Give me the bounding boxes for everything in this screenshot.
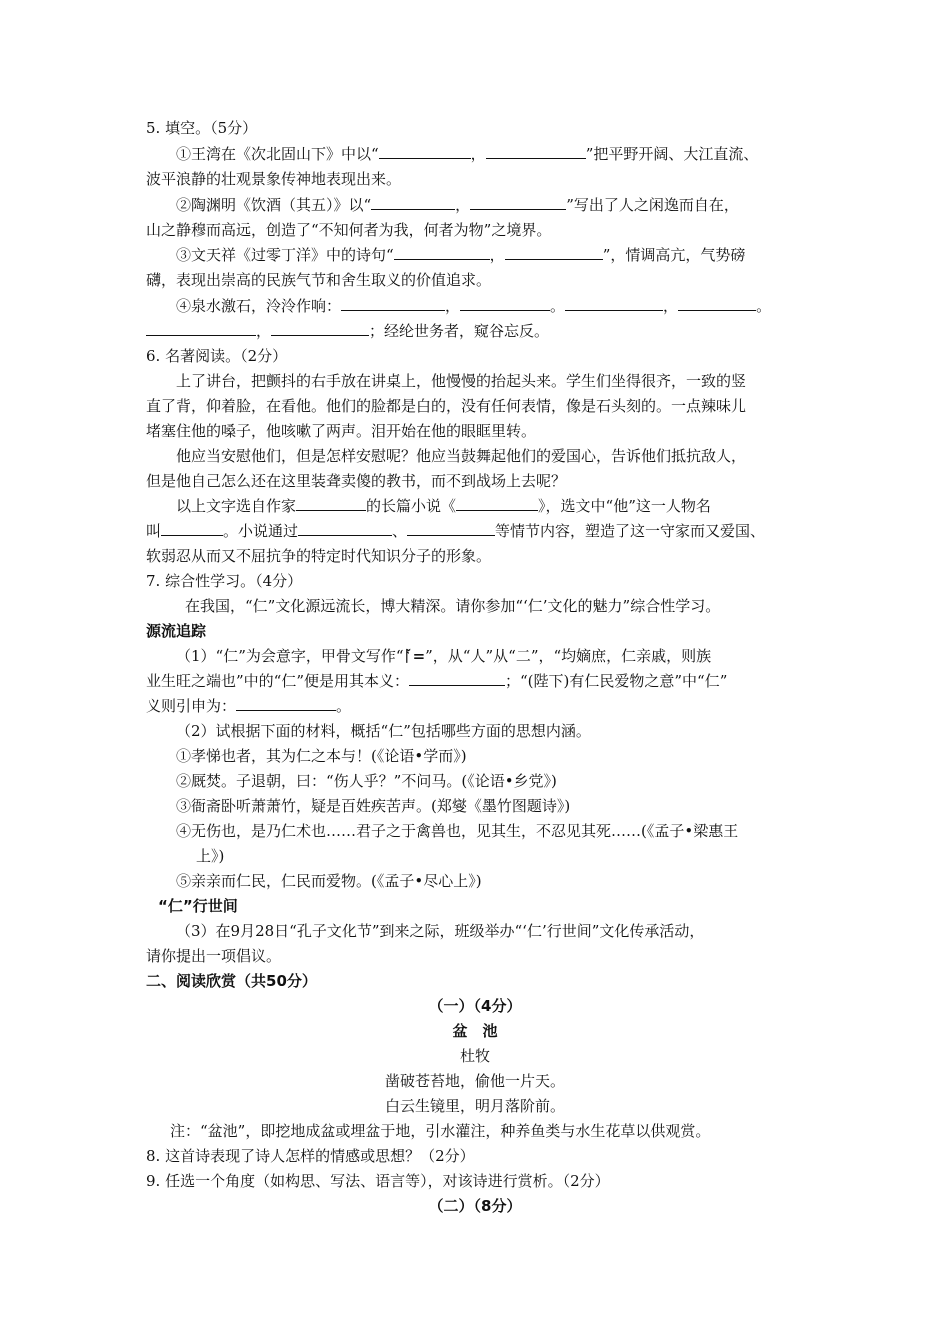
q7-sub3-line2: 请你提出一项倡议。 xyxy=(146,947,282,965)
q5-title: 5. 填空。（5分） xyxy=(146,119,258,137)
q5-line8: ， ；经纶世务者，窥谷忘反。 xyxy=(146,321,549,341)
blank[interactable] xyxy=(565,296,663,311)
q5-line6: 礴，表现出崇高的民族气节和舍生取义的价值追求。 xyxy=(146,271,492,289)
material-item: ⑤亲亲而仁民，仁民而爱物。(《孟子•尽心上》) xyxy=(176,872,482,890)
blank[interactable] xyxy=(296,496,366,511)
blank[interactable] xyxy=(486,144,586,159)
material-item: ②厩焚。子退朝，曰：“伤人乎？”不问马。(《论语•乡党》) xyxy=(176,772,557,790)
section-heading-practice: “仁”行世间 xyxy=(158,897,238,915)
q6-question-line: 以上文字选自作家 的长篇小说《 》，选文中“他”这一人物名 xyxy=(176,497,711,515)
material-item: ③衙斋卧听萧萧竹，疑是百姓疾苦声。(郑燮《墨竹图题诗》) xyxy=(176,797,571,815)
q7-sub1-line2: 业生旺之端也”中的“仁”便是用其本义： ；“(陛下)有仁民爱物之意”中“仁” xyxy=(146,672,728,690)
blank[interactable] xyxy=(236,696,336,711)
q5-line4: 山之静穆而高远，创造了“不知何者为我，何者为物”之境界。 xyxy=(146,221,552,239)
section-title: 二、阅读欣赏（共50分） xyxy=(146,972,317,990)
q5-line5: ③文天祥《过零丁洋》中的诗句“ ， ”，情调高亢，气势磅 xyxy=(176,246,746,264)
q9: 9. 任选一个角度（如构思、写法、语言等），对该诗进行赏析。（2分） xyxy=(146,1172,610,1190)
blank[interactable] xyxy=(505,245,603,260)
blank[interactable] xyxy=(161,521,223,536)
q7-sub1-line1: （1）“仁”为会意字，甲骨文写作“ᚪ=”，从“人”从“二”，“均嫡庶，仁亲戚，则族 xyxy=(176,647,712,665)
blank[interactable] xyxy=(371,195,455,210)
q6-question-line: 叫 。小说通过 、 等情节内容，塑造了这一守家而又爱国、 xyxy=(146,522,766,540)
oracle-bone-glyph: ᚪ= xyxy=(403,647,426,665)
part-one-heading: （一）（4分） xyxy=(428,997,522,1015)
blank[interactable] xyxy=(379,144,471,159)
q8: 8. 这首诗表现了诗人怎样的情感或思想？（2分） xyxy=(146,1147,475,1165)
blank[interactable] xyxy=(407,521,495,536)
q6-excerpt-line: 但是他自己怎么还在这里装聋卖傻的教书，而不到战场上去呢？ xyxy=(146,472,567,490)
part-two-heading: （二）（8分） xyxy=(428,1197,522,1215)
q7-intro: 在我国，“仁”文化源远流长，博大精深。请你参加“‘仁’文化的魅力”综合性学习。 xyxy=(185,597,721,615)
q7-title: 7. 综合性学习。（4分） xyxy=(146,572,303,590)
poem-note: 注：“盆池”，即挖地成盆或埋盆于地，引水灌注，种养鱼类与水生花草以供观赏。 xyxy=(170,1122,711,1140)
blank[interactable] xyxy=(409,671,505,686)
q6-question-line: 软弱忍从而又不屈抗争的特定时代知识分子的形象。 xyxy=(146,547,492,565)
q6-excerpt-line: 上了讲台，把颤抖的右手放在讲桌上，他慢慢的抬起头来。学生们坐得很齐，一致的竖 xyxy=(176,372,747,390)
q6-excerpt-line: 他应当安慰他们，但是怎样安慰呢？他应当鼓舞起他们的爱国心，告诉他们抵抗敌人， xyxy=(176,447,747,465)
q6-excerpt-line: 直了背，仰着脸，在看他。他们的脸都是白的，没有任何表情，像是石头刻的。一点辣味儿 xyxy=(146,397,747,415)
blank[interactable] xyxy=(341,296,445,311)
q5-line1: ①王湾在《次北固山下》中以“ ， ”把平野开阔、大江直流、 xyxy=(176,145,759,163)
blank[interactable] xyxy=(470,195,566,210)
q7-sub2: （2）试根据下面的材料，概括“仁”包括哪些方面的思想内涵。 xyxy=(176,722,591,740)
poem-author: 杜牧 xyxy=(459,1047,490,1065)
q5-line2: 波平浪静的壮观景象传神地表现出来。 xyxy=(146,170,402,188)
material-item-cont: 上》) xyxy=(196,847,225,865)
blank[interactable] xyxy=(678,296,756,311)
material-item: ④无伤也，是乃仁术也……君子之于禽兽也，见其生，不忍见其死……(《孟子•梁惠王 xyxy=(176,822,739,840)
material-item: ①孝悌也者，其为仁之本与！(《论语•学而》) xyxy=(176,747,467,765)
q6-title: 6. 名著阅读。（2分） xyxy=(146,347,288,365)
poem-title: 盆 池 xyxy=(452,1022,498,1040)
blank[interactable] xyxy=(394,245,490,260)
blank[interactable] xyxy=(298,521,392,536)
section-heading-origins: 源流追踪 xyxy=(146,622,207,640)
blank[interactable] xyxy=(460,296,550,311)
blank[interactable] xyxy=(456,496,538,511)
blank[interactable] xyxy=(271,321,369,336)
q7-sub1-line3: 义则引申为： 。 xyxy=(146,697,352,715)
q7-sub3-line1: （3）在9月28日“孔子文化节”到来之际，班级举办“‘仁’行世间”文化传承活动， xyxy=(176,922,705,940)
q6-excerpt-line: 堵塞住他的嗓子，他咳嗽了两声。泪开始在他的眼眶里转。 xyxy=(146,422,537,440)
q5-line7: ④泉水激石，泠泠作响： ， 。 ， 。 xyxy=(176,297,772,315)
q5-line3: ②陶渊明《饮酒（其五）》以“ ， ”写出了人之闲逸而自在， xyxy=(176,196,739,214)
blank[interactable] xyxy=(146,321,256,336)
poem-line: 白云生镜里，明月落阶前。 xyxy=(384,1097,565,1115)
poem-line: 凿破苍苔地，偷他一片天。 xyxy=(384,1072,565,1090)
